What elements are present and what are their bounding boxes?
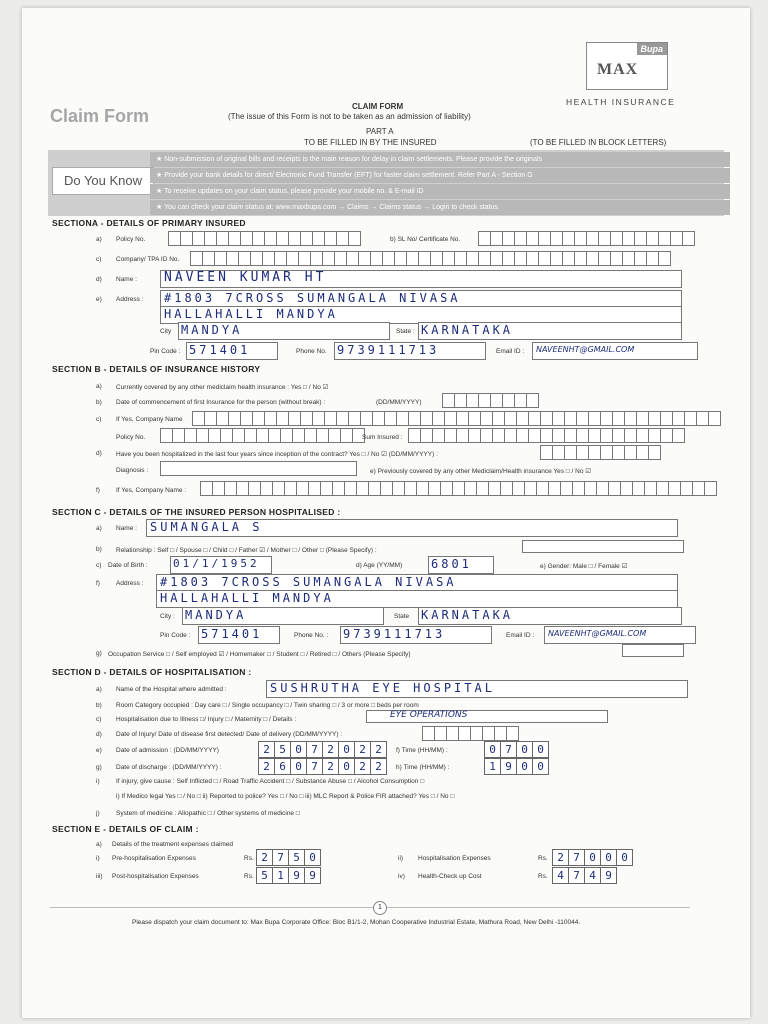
digit: 2 xyxy=(322,758,339,775)
patient-city-label: City : xyxy=(160,613,175,620)
block-note: (TO BE FILLED IN BLOCK LETTERS) xyxy=(530,138,667,147)
name-label: Name : xyxy=(116,276,137,283)
discharge-time-field[interactable] xyxy=(484,758,548,775)
notice-line: ★ To receive updates on your claim status, please provide your mobile no. & E-mail ID xyxy=(150,184,730,199)
patient-address-label: Address : xyxy=(116,580,144,587)
occupation-specify-field[interactable] xyxy=(622,644,684,657)
discharge-date-label: Date of discharge : (DD/MM/YYYY) : xyxy=(116,764,222,771)
occupation-options: Occupation Service □ / Self employed ☑ / Homemaker □ / Student □ / Retired □ / Others (Please Specify) xyxy=(108,651,411,658)
sum-insured-field[interactable] xyxy=(408,428,684,443)
digit: 2 xyxy=(258,741,275,758)
digit: 0 xyxy=(584,849,601,866)
date-format-label: (DD/MM/YYYY) xyxy=(376,399,422,406)
page-number: 1 xyxy=(373,901,387,915)
sl-no-label: b) SL No/ Certificate No. xyxy=(390,236,461,243)
discharge-time-label: h) Time (HH/MM) : xyxy=(396,764,450,771)
injury-cause-options: If injury, give cause : Self Inflicted □ / Road Traffic Accident □ / Substance Abuse □ / Alcohol Consumption □ xyxy=(116,778,425,785)
digit: 0 xyxy=(484,741,501,758)
company-name-field[interactable] xyxy=(192,411,720,426)
digit: 0 xyxy=(338,758,355,775)
diagnosis-label: Diagnosis : xyxy=(116,467,149,474)
patient-phone-label: Phone No. : xyxy=(294,632,329,639)
injury-date-field[interactable] xyxy=(422,726,518,741)
notice-line: ★ Provide your bank details for direct/ Electronic Fund Transfer (EFT) for faster claim settlement. Refer Part A - Section G xyxy=(150,168,730,183)
post-hospitalisation-label: Post-hospitalisation Expenses xyxy=(112,873,199,880)
health-check-amount[interactable] xyxy=(552,867,616,884)
hospital-name-value: SUSHRUTHA EYE HOSPITAL xyxy=(270,681,495,695)
q-previously-covered: e) Previously covered by any other Mediclaim/Health insurance Yes □ / No ☑ xyxy=(370,468,592,475)
digit: 0 xyxy=(290,758,307,775)
digit: 5 xyxy=(274,741,291,758)
dob-label: Date of Birth : xyxy=(108,562,148,569)
patient-state-label: State xyxy=(394,613,410,620)
company-name-f-field[interactable] xyxy=(200,481,716,496)
pre-hospitalisation-amount[interactable] xyxy=(256,849,320,866)
digit: 4 xyxy=(584,867,601,884)
patient-phone-value: 9739111713 xyxy=(343,627,446,641)
patient-email-value: NAVEENHT@GMAIL.COM xyxy=(548,629,647,638)
pre-hospitalisation-label: Pre-hospitalisation Expenses xyxy=(112,855,196,862)
digit: 2 xyxy=(256,849,273,866)
email-label: Email ID : xyxy=(496,348,525,355)
patient-pin-label: Pin Code : xyxy=(160,632,191,639)
policy-no-field-b[interactable] xyxy=(160,428,364,443)
phone-label: Phone No. xyxy=(296,348,327,355)
digit: 7 xyxy=(568,849,585,866)
relationship-options: Relationship : Self □ / Spouse □ / Child □ / Father ☑ / Mother □ / Other □ (Please Specify) : xyxy=(116,547,377,554)
digit: 2 xyxy=(322,741,339,758)
state-label: State : xyxy=(396,328,415,335)
digit: 2 xyxy=(354,758,371,775)
tagline: HEALTH INSURANCE xyxy=(566,97,676,107)
digit: 2 xyxy=(370,741,387,758)
digit: 0 xyxy=(532,741,549,758)
disclaimer: (The issue of this Form is not to be taken as an admission of liability) xyxy=(228,112,471,121)
medico-legal-options: i) If Medico legal Yes □ / No □ ii) Reported to police? Yes □ / No □ iii) MLC Report & Police FIR attached? Yes □ / No □ xyxy=(116,793,455,800)
section-b-title: SECTION B - DETAILS OF INSURANCE HISTORY xyxy=(52,364,261,374)
digit: 0 xyxy=(600,849,617,866)
patient-name-label: Name : xyxy=(116,525,137,532)
digit: 7 xyxy=(500,741,517,758)
injury-date-label: Date of Injury/ Date of disease first detected/ Date of delivery (DD/MM/YYYY) : xyxy=(116,731,343,738)
address-label: Address : xyxy=(116,296,144,303)
gender-options: e) Gender: Male □ / Female ☑ xyxy=(540,563,628,570)
section-d-title: SECTION D - DETAILS OF HOSPITALISATION : xyxy=(52,667,252,677)
sum-insured-label: Sum Insured : xyxy=(362,434,403,441)
fill-note: TO BE FILLED IN BY THE INSURED xyxy=(304,138,437,147)
age-label: d) Age (YY/MM) xyxy=(356,562,403,569)
patient-address-1-value: #1803 7CROSS SUMANGALA NIVASA xyxy=(160,575,457,589)
digit: 7 xyxy=(272,849,289,866)
phone-value: 9739111713 xyxy=(337,343,440,357)
digit: 6 xyxy=(274,758,291,775)
first-insurance-date-field[interactable] xyxy=(442,393,538,408)
policy-no-label-b: Policy No. xyxy=(116,434,146,441)
digit: 0 xyxy=(532,758,549,775)
q-hospitalized: Have you been hospitalized in the last four years since inception of the contract? Yes □ / No ☑ (DD/MM/YYYY) : xyxy=(116,451,438,458)
policy-no-label: Policy No. xyxy=(116,236,146,243)
digit: 5 xyxy=(288,849,305,866)
digit: 2 xyxy=(354,741,371,758)
digit: 0 xyxy=(338,741,355,758)
hospitalisation-label: Hospitalisation Expenses xyxy=(418,855,491,862)
notice-line: ★ Non-submission of original bills and receipts is the main reason for delay in claim settlements. Please provide the originals xyxy=(150,152,730,167)
patient-email-label: Email ID : xyxy=(506,632,535,639)
patient-name-value: SUMANGALA S xyxy=(150,520,263,534)
digit: 9 xyxy=(304,867,321,884)
expenses-details-label: Details of the treatment expenses claimed xyxy=(112,841,234,848)
digit: 5 xyxy=(256,867,273,884)
dispatch-address: Please dispatch your claim document to: Max Bupa Corporate Office: Bloc B1/1-2, Mohan Cooperative Industrial Estate, Mathura Road, New Delhi -110044. xyxy=(132,919,581,926)
digit: 7 xyxy=(306,758,323,775)
digit: 9 xyxy=(500,758,517,775)
logo-name: MAX xyxy=(597,61,639,78)
patient-address-2-value: HALLAHALLI MANDYA xyxy=(160,591,334,605)
pin-label: Pin Code : xyxy=(150,348,181,355)
city-label: City xyxy=(160,328,172,335)
patient-city-value: MANDYA xyxy=(185,608,247,622)
state-value: KARNATAKA xyxy=(421,323,514,337)
relationship-specify-field[interactable] xyxy=(522,540,684,553)
logo-badge: Bupa xyxy=(637,43,668,55)
digit: 0 xyxy=(304,849,321,866)
q-first-insurance: Date of commencement of first Insurance for the person (without break) : xyxy=(116,399,326,406)
admission-date-label: Date of admission : (DD/MM/YYYY) xyxy=(116,747,219,754)
hospital-name-label: Name of the Hospital where admitted : xyxy=(116,686,227,693)
form-title: Claim Form xyxy=(50,106,150,126)
email-value: NAVEENHT@GMAIL.COM xyxy=(536,345,635,354)
digit: 0 xyxy=(516,741,533,758)
digit: 1 xyxy=(484,758,501,775)
sl-no-field[interactable] xyxy=(478,231,694,246)
digit: 2 xyxy=(258,758,275,775)
address-line-1-value: #1803 7CROSS SUMANGALA NIVASA xyxy=(164,291,461,305)
notice-line: ★ You can check your claim status at: www.maxbupa.com → Claims → Claims status → Login to check status xyxy=(150,200,730,215)
hospitalisation-cause: Hospitalisation due to Illness □/ Injury □ / Maternity □ / Details : xyxy=(116,716,297,723)
admission-time-field[interactable] xyxy=(484,741,548,758)
footer-divider xyxy=(50,907,690,908)
digit: 1 xyxy=(272,867,289,884)
digit: 9 xyxy=(600,867,617,884)
section-c-title: SECTION C - DETAILS OF THE INSURED PERSON HOSPITALISED : xyxy=(52,507,341,517)
digit: 9 xyxy=(288,867,305,884)
admission-time-label: f) Time (HH/MM) : xyxy=(396,747,448,754)
q-company-name: If Yes, Company Name xyxy=(116,416,183,423)
cause-details-value: EYE OPERATIONS xyxy=(390,710,468,720)
rs-label: Rs. xyxy=(538,855,548,862)
section-e-title: SECTION E - DETAILS OF CLAIM : xyxy=(52,824,199,834)
hospitalisation-amount[interactable] xyxy=(552,849,632,866)
address-line-2-value: HALLAHALLI MANDYA xyxy=(164,307,338,321)
dob-value: 01/1/1952 xyxy=(173,557,260,570)
hospitalized-date-field[interactable] xyxy=(540,445,660,460)
room-category-options: Room Category occupied : Day care □ / Single occupancy □ / Twin sharing □ / 3 or more □ beds per room xyxy=(116,702,419,709)
discharge-date-field[interactable] xyxy=(258,758,386,775)
city-value: MANDYA xyxy=(181,323,243,337)
digit: 0 xyxy=(516,758,533,775)
pin-value: 571401 xyxy=(189,343,251,357)
rs-label: Rs. xyxy=(244,855,254,862)
digit: 2 xyxy=(552,849,569,866)
digit: 2 xyxy=(370,758,387,775)
policy-no-field[interactable] xyxy=(168,231,360,246)
health-check-label: Health-Check up Cost xyxy=(418,873,482,880)
patient-pin-value: 571401 xyxy=(201,627,263,641)
q-company-name-f: If Yes, Company Name : xyxy=(116,487,187,494)
digit: 4 xyxy=(552,867,569,884)
max-bupa-logo xyxy=(586,42,668,90)
system-of-medicine-options: System of medicine : Allopathic □ / Other systems of medicine □ xyxy=(116,810,300,817)
digit: 7 xyxy=(568,867,585,884)
rs-label: Rs. xyxy=(538,873,548,880)
do-you-know-label: Do You Know xyxy=(52,167,154,195)
post-hospitalisation-amount[interactable] xyxy=(256,867,320,884)
q-other-cover: Currently covered by any other mediclaim health insurance : Yes □ / No ☑ xyxy=(116,384,329,391)
doc-title: CLAIM FORM xyxy=(352,102,404,111)
digit: 0 xyxy=(290,741,307,758)
section-a-title: SECTIONA - DETAILS OF PRIMARY INSURED xyxy=(52,218,246,228)
company-tpa-label: Company/ TPA ID No. xyxy=(116,256,180,263)
company-tpa-field[interactable] xyxy=(190,251,670,266)
rs-label: Rs. xyxy=(244,873,254,880)
patient-state-value: KARNATAKA xyxy=(421,608,514,622)
admission-date-field[interactable] xyxy=(258,741,386,758)
digit: 0 xyxy=(616,849,633,866)
age-value: 6801 xyxy=(431,557,472,571)
insured-name-value: NAVEEN KUMAR HT xyxy=(164,270,327,285)
digit: 7 xyxy=(306,741,323,758)
diagnosis-field[interactable] xyxy=(160,461,357,476)
part-label: PART A xyxy=(366,127,394,136)
